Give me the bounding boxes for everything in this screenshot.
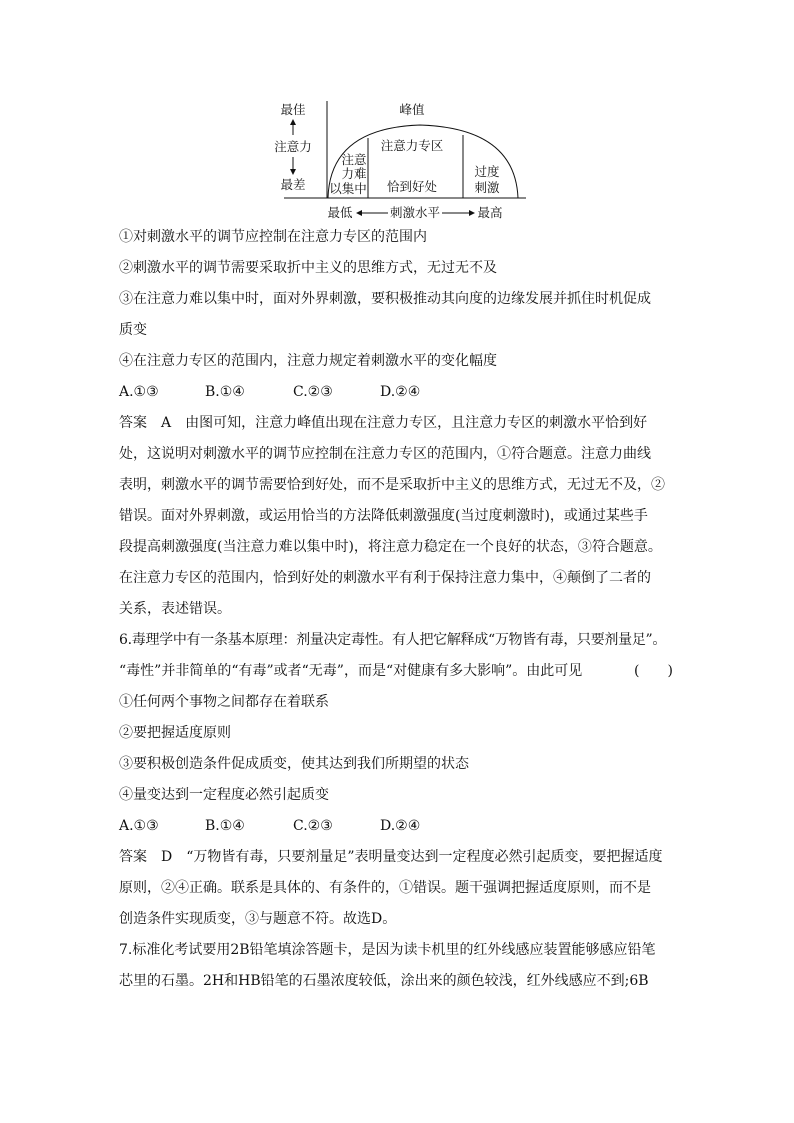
x-arrow-left-head <box>356 210 362 216</box>
q6-answer-parenthesis: ( ) <box>634 663 673 679</box>
zone-center-subtitle: 恰到好处 <box>386 179 438 194</box>
q7-stem-line-1: 7.标准化考试要用2B铅笔填涂答题卡，是因为读卡机里的红外线感应装置能够感应铅笔 <box>119 942 656 958</box>
q5-answer-line-4: 错误。面对外界刺激，或运用恰当的方法降低刺激强度(当过度刺激时)，或通过某些手 <box>119 508 648 524</box>
q5-statement-3-cont: 质变 <box>119 322 147 338</box>
q6-options <box>119 815 420 837</box>
q6-option-a: A.①③ <box>119 818 159 834</box>
peak-label: 峰值 <box>399 102 425 117</box>
q5-statement-4: ④在注意力专区的范围内，注意力规定着刺激水平的变化幅度 <box>119 353 497 369</box>
zone-left-line-2: 力难 <box>341 166 367 181</box>
q6-answer-line-2: 原则，②④正确。联系是具体的、有条件的，①错误。题干强调把握适度原则，而不是 <box>119 880 651 896</box>
y-label-best: 最佳 <box>280 102 306 117</box>
q6-option-c: C.②③ <box>293 818 333 834</box>
q6-statement-4: ④量变达到一定程度必然引起质变 <box>119 787 329 803</box>
q5-statement-3: ③在注意力难以集中时，面对外界刺激，要积极推动其向度的边缘发展并抓住时机促成 <box>119 291 651 307</box>
attention-curve-diagram <box>270 98 530 223</box>
q6-stem-line-1: 6.毒理学中有一条基本原理：剂量决定毒性。有人把它解释成“万物皆有毒，只要剂量足”。 <box>119 632 667 648</box>
q6-statement-3: ③要积极创造条件促成质变，使其达到我们所期望的状态 <box>119 756 469 772</box>
zone-right-line-1: 过度 <box>474 164 500 179</box>
q6-answer-line-1: 答案 D “万物皆有毒，只要剂量足”表明量变达到一定程度必然引起质变，要把握适度 <box>119 849 663 865</box>
q5-answer-line-3: 表明，刺激水平的调节需要恰到好处，而不是采取折中主义的思维方式，无过无不及，② <box>119 477 665 493</box>
q5-statement-2: ②刺激水平的调节需要采取折中主义的思维方式，无过无不及 <box>119 260 497 276</box>
x-label-max: 最高 <box>477 205 503 220</box>
y-label-worst: 最差 <box>280 177 306 192</box>
q5-options <box>119 381 420 403</box>
q6-statement-2: ②要把握适度原则 <box>119 725 231 741</box>
y-arrow-down-head <box>290 169 296 175</box>
x-axis-label: 刺激水平 <box>389 205 441 220</box>
q6-option-d: D.②④ <box>380 818 421 834</box>
q6-answer-line-3: 创造条件实现质变，③与题意不符。故选D。 <box>119 911 397 927</box>
q5-answer-line-1: 答案 A 由图可知，注意力峰值出现在注意力专区，且注意力专区的刺激水平恰到好 <box>119 415 648 431</box>
zone-left-line-1: 注意 <box>341 152 367 167</box>
x-arrow-right-head <box>469 210 475 216</box>
q5-answer-line-7: 关系，表述错误。 <box>119 601 231 617</box>
zone-right-line-2: 刺激 <box>474 180 500 195</box>
zone-center-title: 注意力专区 <box>380 138 444 153</box>
q6-stem-line-2: “毒性”并非简单的“有毒”或者“无毒”，而是“对健康有多大影响”。由此可见 <box>119 663 583 679</box>
q6-statement-1: ①任何两个事物之间都存在着联系 <box>119 694 329 710</box>
q5-answer-line-5: 段提高刺激强度(当注意力难以集中时)，将注意力稳定在一个良好的状态，③符合题意。 <box>119 539 662 555</box>
y-arrow-up-head <box>290 119 296 125</box>
zone-left-line-3: 以集中 <box>329 181 367 196</box>
q5-answer-line-6: 在注意力专区的范围内，恰到好处的刺激水平有利于保持注意力集中，④颠倒了二者的 <box>119 570 651 586</box>
q5-option-c: C.②③ <box>293 384 333 400</box>
q7-stem-line-2: 芯里的石墨。2H和HB铅笔的石墨浓度较低，涂出来的颜色较浅，红外线感应不到;6B <box>119 973 649 989</box>
q5-option-b: B.①④ <box>205 384 245 400</box>
q5-statement-1: ①对刺激水平的调节应控制在注意力专区的范围内 <box>119 229 427 245</box>
q5-option-a: A.①③ <box>119 384 159 400</box>
q5-option-d: D.②④ <box>380 384 421 400</box>
y-label-attention: 注意力 <box>274 139 312 154</box>
x-label-min: 最低 <box>327 205 353 220</box>
q5-answer-line-2: 处，这说明对刺激水平的调节应控制在注意力专区的范围内，①符合题意。注意力曲线 <box>119 446 651 462</box>
q6-option-b: B.①④ <box>205 818 245 834</box>
